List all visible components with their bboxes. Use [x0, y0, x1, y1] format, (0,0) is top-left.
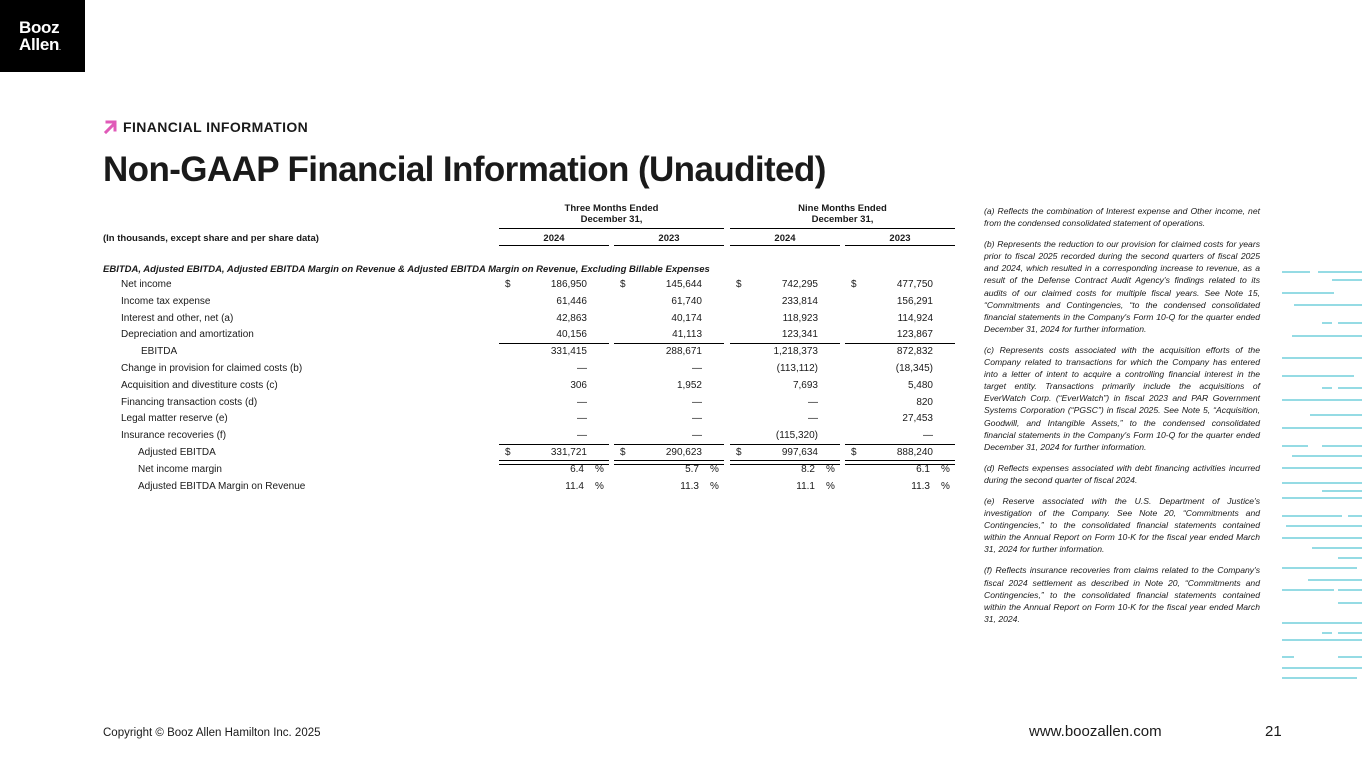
section-title: EBITDA, Adjusted EBITDA, Adjusted EBITDA Margin on Revenue & Adjusted EBITDA Margin on Revenue, Excluding Billable Expenses	[103, 264, 710, 275]
year-header-rule	[730, 245, 840, 246]
table-row	[103, 311, 955, 328]
year-header: 2023	[658, 233, 680, 244]
footnote: (a) Reflects the combination of Interest expense and Other income, net from the condensed consolidated statement of operations.	[984, 206, 1260, 229]
percent-symbol: %	[595, 463, 604, 475]
cell-value: —	[577, 362, 587, 374]
row-label: Net income	[121, 279, 172, 290]
cell-value: 118,923	[782, 312, 818, 324]
cell-value: 1,218,373	[773, 346, 818, 358]
table-row	[103, 395, 955, 412]
group-header-rule	[499, 228, 724, 229]
percent-symbol: %	[595, 480, 604, 492]
cell-value: 145,644	[665, 279, 702, 290]
cell-value: 6.1	[916, 463, 930, 475]
year-header: 2023	[889, 233, 911, 244]
group-header-rule	[730, 228, 955, 229]
cell-value: 5.7	[685, 463, 699, 475]
percent-symbol: %	[941, 463, 950, 475]
currency-symbol: $	[736, 446, 742, 458]
row-label: EBITDA	[141, 346, 178, 358]
cell-value: 11.1	[796, 480, 815, 492]
cell-value: —	[692, 413, 702, 425]
group-header-nine-months: Nine Months Ended December 31,	[798, 203, 887, 225]
currency-symbol: $	[736, 279, 742, 290]
row-label: Net income margin	[138, 463, 222, 475]
row-label: Income tax expense	[121, 295, 211, 307]
cell-value: 306	[570, 379, 587, 391]
percent-symbol: %	[710, 480, 719, 492]
currency-symbol: $	[620, 446, 626, 458]
currency-symbol: $	[851, 446, 857, 458]
table-row	[103, 277, 955, 294]
logo-mark: .	[59, 46, 61, 52]
cell-value: 114,924	[897, 312, 933, 324]
decorative-lines	[1282, 268, 1365, 688]
page-title: Non-GAAP Financial Information (Unaudited)	[103, 150, 826, 189]
copyright: Copyright © Booz Allen Hamilton Inc. 2025	[103, 727, 321, 739]
cell-value: 331,415	[550, 346, 587, 358]
footnotes	[984, 205, 1260, 634]
footnote: (c) Represents costs associated with the acquisition efforts of the Company related to transactions for which the Company has entered into a letter of intent to acquire a controlling financial interest in the target entity. Transactions primarily include the acquisitions of EverWatch Corp. (“EverWatch”) in fiscal 2023 and PAR Government Systems Corporation (“PGSC”) in fiscal 2025. See Note 5, “Acquisition, Goodwill, and Intangible Assets,” to the condensed consolidated financial statements in the Company's Form 10-Q for the quarter ended December 31, 2024 for further information.	[984, 344, 1260, 452]
table-body	[103, 277, 955, 495]
cell-value: 186,950	[550, 279, 587, 290]
cell-value: 11.3	[680, 480, 699, 492]
row-label: Insurance recoveries (f)	[121, 430, 227, 442]
cell-value: —	[577, 396, 587, 408]
year-header: 2024	[543, 233, 565, 244]
currency-symbol: $	[505, 279, 511, 290]
table-row	[103, 462, 955, 479]
cell-value: 40,156	[556, 329, 587, 341]
cell-value: 27,453	[902, 413, 933, 425]
year-header-rule	[845, 245, 955, 246]
cell-value: —	[692, 396, 702, 408]
currency-symbol: $	[620, 279, 626, 290]
footnote: (e) Reserve associated with the U.S. Department of Justice's investigation of the Company. See Note 20, “Commitments and Contingencies,” to the consolidated financial statements contained within the Annual Report on Form 10-K for the fiscal year ended March 31, 2024 for further information.	[984, 495, 1260, 555]
cell-value: —	[808, 396, 818, 408]
cell-value: 11.3	[911, 480, 930, 492]
cell-value: 123,341	[781, 329, 818, 341]
row-label: Adjusted EBITDA	[138, 446, 216, 458]
cell-value: 8.2	[801, 463, 815, 475]
units-label: (In thousands, except share and per share data)	[103, 233, 319, 244]
cell-value: —	[923, 430, 933, 442]
cell-value: 872,832	[896, 346, 933, 358]
cell-value: 997,634	[781, 446, 818, 458]
table-row	[103, 361, 955, 378]
year-header: 2024	[774, 233, 796, 244]
table-row	[103, 344, 955, 361]
cell-value: 11.4	[565, 480, 584, 492]
row-label: Interest and other, net (a)	[121, 312, 234, 324]
cell-value: 477,750	[896, 279, 933, 290]
website-link[interactable]: www.boozallen.com	[1029, 723, 1162, 740]
cell-value: —	[577, 430, 587, 442]
cell-value: 7,693	[792, 379, 818, 391]
footnote: (d) Reflects expenses associated with debt financing activities incurred during the second quarter of fiscal 2024.	[984, 462, 1260, 485]
cell-value: (18,345)	[895, 362, 933, 374]
logo-line2: Allen.	[19, 35, 61, 54]
table-row	[103, 378, 955, 395]
currency-symbol: $	[505, 446, 511, 458]
year-header-rule	[614, 245, 724, 246]
cell-value: —	[808, 413, 818, 425]
row-label: Change in provision for claimed costs (b)	[121, 362, 303, 374]
percent-symbol: %	[710, 463, 719, 475]
cell-value: 5,480	[907, 379, 933, 391]
row-label: Depreciation and amortization	[121, 329, 254, 341]
cell-value: 41,113	[672, 329, 702, 341]
cell-value: 42,863	[556, 312, 587, 324]
arrow-up-right-icon	[103, 120, 117, 134]
booz-allen-logo[interactable]	[0, 0, 85, 72]
cell-value: 123,867	[896, 329, 933, 341]
group-header-three-months: Three Months Ended December 31,	[564, 203, 659, 225]
percent-symbol: %	[941, 480, 950, 492]
kicker-text: FINANCIAL INFORMATION	[123, 119, 309, 135]
cell-value: (113,112)	[776, 362, 818, 374]
currency-symbol: $	[851, 279, 857, 290]
cell-value: (115,320)	[775, 430, 818, 442]
cell-value: 233,814	[781, 295, 818, 307]
cell-value: 820	[916, 396, 933, 408]
year-header-rule	[499, 245, 609, 246]
cell-value: 61,446	[556, 295, 587, 307]
cell-value: 331,721	[550, 446, 587, 458]
section-kicker	[103, 118, 308, 136]
cell-value: 290,623	[665, 446, 702, 458]
footnote: (b) Represents the reduction to our provision for claimed costs for years prior to fiscal 2025 recorded during the second quarters of fiscal 2025 and 2024, which resulted in a corresponding increase to revenue, as a result of the Defense Contract Audit Agency's findings related to its audits of our claimed costs for multiple fiscal years. See Note 15, “Commitments and Contingencies, “to the condensed consolidated financial statements in the Company's Form 10-Q for the quarter ended December 31, 2024 for further information.	[984, 239, 1260, 334]
row-label: Acquisition and divestiture costs (c)	[121, 379, 278, 391]
cell-value: —	[692, 362, 702, 374]
cell-value: 61,740	[671, 295, 702, 307]
cell-value: —	[577, 413, 587, 425]
cell-value: 1,952	[676, 379, 702, 391]
percent-symbol: %	[826, 463, 835, 475]
cell-value: —	[692, 430, 702, 442]
cell-value: 6.4	[570, 463, 584, 475]
cell-value: 742,295	[781, 279, 818, 290]
logo-line1: Booz	[19, 18, 60, 37]
row-label: Adjusted EBITDA Margin on Revenue	[138, 480, 306, 492]
table-row	[103, 445, 955, 462]
row-label: Financing transaction costs (d)	[121, 396, 258, 408]
page-number: 21	[1265, 723, 1282, 740]
table-row	[103, 411, 955, 428]
table-row	[103, 327, 955, 344]
row-label: Legal matter reserve (e)	[121, 413, 228, 425]
footnote: (f) Reflects insurance recoveries from claims related to the Company's fiscal 2024 settlement as described in Note 20, “Commitments and Contingencies,” to the consolidated financial statements contained within the Annual Report on Form 10-K for the fiscal year ended March 31, 2024.	[984, 565, 1260, 624]
table-row	[103, 294, 955, 311]
percent-symbol: %	[826, 480, 835, 492]
cell-value: 288,671	[665, 346, 702, 358]
table-row	[103, 479, 955, 496]
cell-value: 40,174	[671, 312, 702, 324]
table-row	[103, 428, 955, 445]
cell-value: 888,240	[896, 446, 933, 458]
cell-value: 156,291	[896, 295, 933, 307]
